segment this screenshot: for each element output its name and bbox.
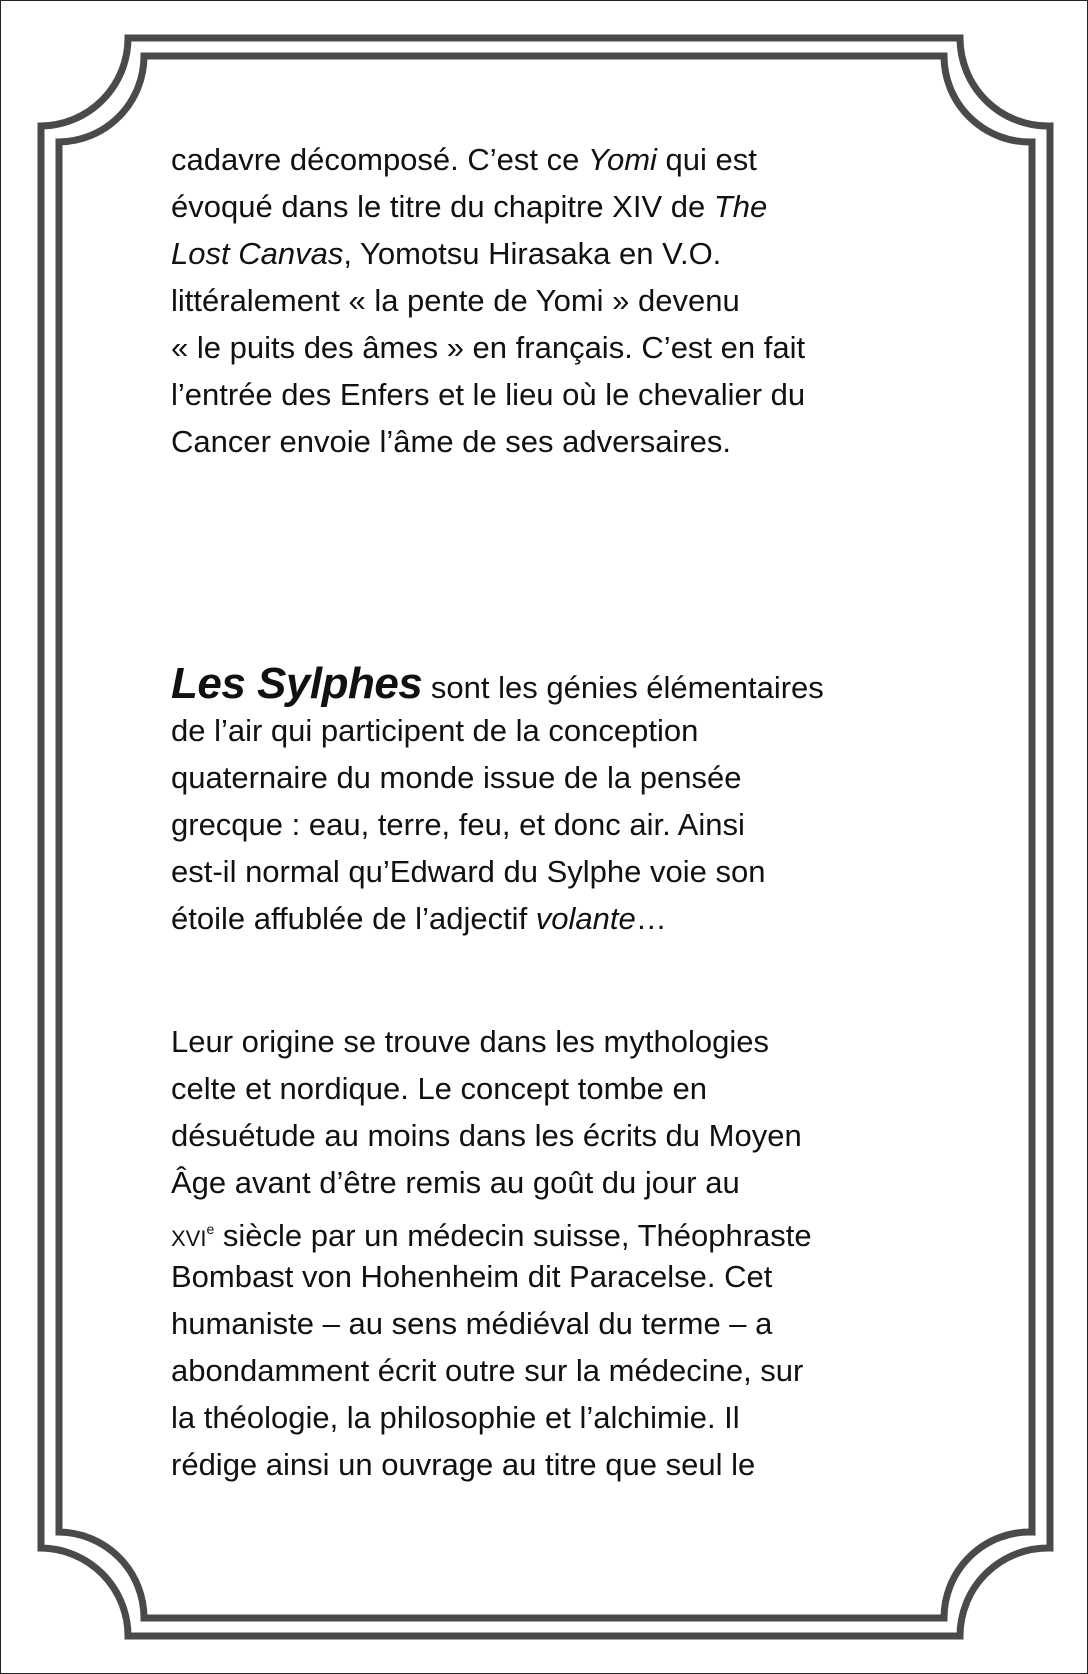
text-line [171, 848, 931, 895]
text-segment: siècle par un médecin suisse, Théophraste [214, 1218, 812, 1253]
text-line [171, 1300, 931, 1347]
text-segment: la théologie, la philosophie et l’alchimie. Il [171, 1400, 740, 1435]
text-segment: , Yomotsu Hirasaka en V.O. [343, 236, 722, 271]
paragraph-origine [171, 1018, 931, 1488]
text-line [171, 801, 931, 848]
text-segment: évoqué dans le titre du chapitre XIV de [171, 189, 714, 224]
text-segment: celte et nordique. Le concept tombe en [171, 1071, 707, 1106]
text-line [171, 895, 931, 942]
text-segment: est-il normal qu’Edward du Sylphe voie son [171, 854, 766, 889]
text-segment: de l’air qui participent de la conception [171, 713, 699, 748]
text-segment: Yomi [588, 142, 657, 177]
text-segment: littéralement « la pente de Yomi » devenu [171, 283, 740, 318]
text-segment: volante [535, 901, 636, 936]
text-line [171, 1253, 931, 1300]
text-line [171, 754, 931, 801]
text-line [171, 136, 931, 183]
text-segment: qui est [656, 142, 757, 177]
text-segment: … [635, 901, 667, 936]
text-line [171, 1018, 931, 1065]
text-segment: XVI [171, 1226, 207, 1251]
text-line [171, 324, 931, 371]
text-segment: « le puits des âmes » en français. C’est en fait [171, 330, 806, 365]
text-line [171, 277, 931, 324]
text-segment: abondamment écrit outre sur la médecine, sur [171, 1353, 804, 1388]
heading-term: Les Sylphes [171, 659, 423, 708]
text-line [171, 1206, 931, 1253]
text-segment: grecque : eau, terre, feu, et donc air. Ainsi [171, 807, 745, 842]
text-segment: cadavre décomposé. C’est ce [171, 142, 588, 177]
text-segment: quaternaire du monde issue de la pensée [171, 760, 742, 795]
text-segment: e [206, 1221, 215, 1237]
text-line [171, 418, 931, 465]
text-segment: désuétude au moins dans les écrits du Moyen [171, 1118, 802, 1153]
text-segment: étoile affublée de l’adjectif [171, 901, 536, 936]
text-segment: rédige ainsi un ouvrage au titre que seul le [171, 1447, 756, 1482]
text-segment: sont les génies élémentaires [422, 670, 824, 705]
text-line [171, 707, 931, 754]
paragraph-sylphes [171, 660, 931, 942]
text-line [171, 1112, 931, 1159]
text-segment: humaniste – au sens médiéval du terme – a [171, 1306, 773, 1341]
text-segment: Bombast von Hohenheim dit Paracelse. Cet [171, 1259, 773, 1294]
text-line [171, 1394, 931, 1441]
text-line [171, 1065, 931, 1112]
text-segment: l’entrée des Enfers et le lieu où le chevalier du [171, 377, 806, 412]
text-line [171, 660, 931, 707]
text-segment: Lost Canvas [171, 236, 344, 271]
paragraph-yomi [171, 136, 931, 465]
text-line [171, 1159, 931, 1206]
text-segment: Âge avant d’être remis au goût du jour au [171, 1165, 740, 1200]
text-segment: Leur origine se trouve dans les mythologies [171, 1024, 769, 1059]
text-line [171, 371, 931, 418]
text-segment: Cancer envoie l’âme de ses adversaires. [171, 424, 731, 459]
text-line [171, 183, 931, 230]
text-segment: The [713, 189, 768, 224]
text-line [171, 1347, 931, 1394]
text-line [171, 1441, 931, 1488]
text-line [171, 230, 931, 277]
